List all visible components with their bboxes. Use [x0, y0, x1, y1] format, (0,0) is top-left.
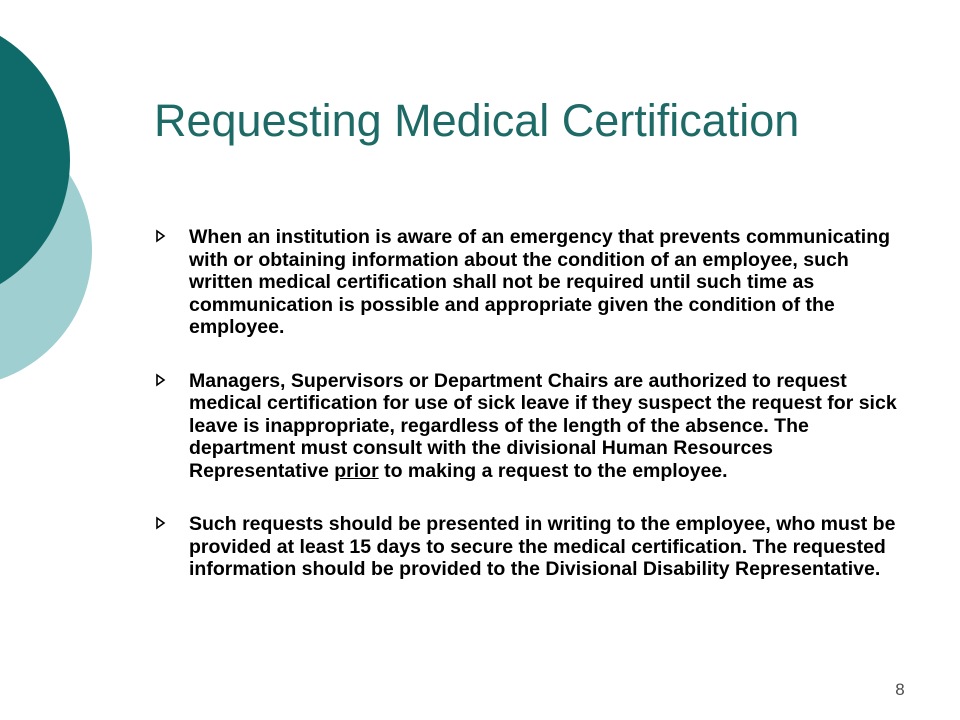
- bullet-text: to making a request to the employee.: [378, 459, 728, 482]
- slide-title: Requesting Medical Certification: [154, 95, 800, 146]
- bullet-marker-icon: [154, 229, 168, 243]
- bullet-list: [152, 226, 912, 581]
- bullet-emphasis: prior: [334, 459, 379, 482]
- bullet-item: [152, 513, 912, 581]
- bullet-item: [152, 226, 912, 339]
- page-number: 8: [895, 680, 905, 699]
- decorative-circles: [0, 0, 120, 400]
- bullet-text: Such requests should be presented in writing to the employee, who must be provided at least 15 days to secure the medical certification. The requested information should be provided to the Divisional Disability Representative.: [189, 513, 896, 580]
- bullet-item: [152, 370, 912, 483]
- bullet-marker-icon: [154, 373, 168, 387]
- bullet-text: Managers, Supervisors or Department Chairs are authorized to request medical certification for use of sick leave if they suspect the request for sick leave is inappropriate, regardless of the length of the absence. The department must consult with the divisional Human Resources Representative: [189, 369, 897, 482]
- bullet-marker-icon: [154, 516, 168, 530]
- bullet-text: When an institution is aware of an emergency that prevents communicating with or obtaining information about the condition of an employee, such written medical certification shall not be required until such time as communication is possible and appropriate given the condition of the employee.: [189, 226, 891, 338]
